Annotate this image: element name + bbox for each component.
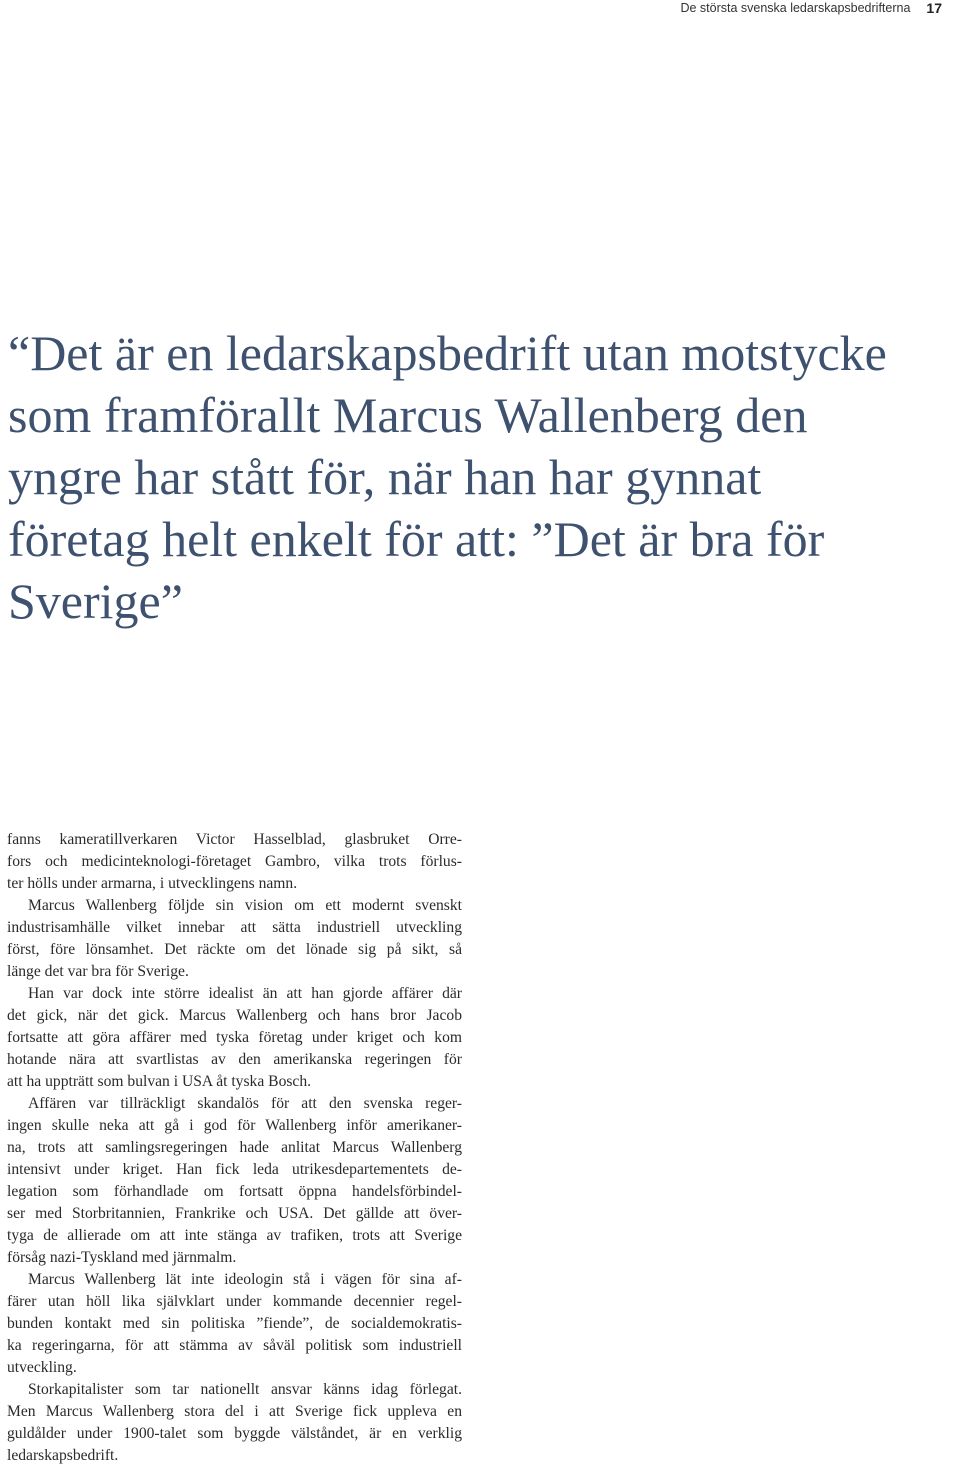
pull-quote-line: som framförallt Marcus Wallenberg den	[8, 387, 808, 443]
body-line: guldålder under 1900-talet som byggde välståndet, är en verklig	[7, 1425, 462, 1442]
body-line: det gick, när det gick. Marcus Wallenberg och hans bror Jacob	[7, 1007, 462, 1024]
body-line: Storkapitalister som tar nationellt ansvar känns idag förlegat.	[28, 1381, 462, 1398]
body-line: tyga de allierade om att inte stänga av trafiken, trots att Sverige	[7, 1227, 462, 1244]
body-line: Han var dock inte större idealist än att han gjorde affärer där	[28, 985, 462, 1002]
running-header	[680, 0, 942, 16]
pull-quote-line: Sverige”	[8, 573, 183, 629]
body-line: ledarskapsbedrift.	[7, 1447, 119, 1464]
body-line: utveckling.	[7, 1359, 77, 1376]
body-line: Affären var tillräckligt skandalös för att den svenska reger-	[28, 1095, 462, 1112]
body-line: Men Marcus Wallenberg stora del i att Sverige fick uppleva en	[7, 1403, 462, 1420]
pull-quote-line: företag helt enkelt för att: ”Det är bra för	[8, 511, 825, 567]
body-line: legation som förhandlade om fortsatt öppna handelsförbindel-	[7, 1183, 462, 1200]
body-line: försåg nazi-Tyskland med järnmalm.	[7, 1249, 237, 1266]
body-line: industrisamhälle vilket innebar att sätta industriell utveckling	[7, 919, 462, 936]
body-line: att ha uppträtt som bulvan i USA åt tyska Bosch.	[7, 1073, 312, 1090]
pull-quote-line: “Det är en ledarskapsbedrift utan motstycke	[8, 325, 887, 381]
body-line: ka regeringarna, för att stämma av såväl politisk som industriell	[7, 1337, 462, 1354]
body-line: fors och medicinteknologi-företaget Gambro, vilka trots förlus-	[7, 853, 462, 870]
body-line: färer utan höll lika självklart under kommande decennier regel-	[7, 1293, 462, 1310]
body-line: ser med Storbritannien, Frankrike och USA. Det gällde att över-	[7, 1205, 462, 1222]
body-line: na, trots att samlingsregeringen hade anlitat Marcus Wallenberg	[7, 1139, 462, 1156]
body-line: först, före lönsamhet. Det räckte om det lönade sig på sikt, så	[7, 941, 462, 958]
body-line: bunden kontakt med sin politiska ”fiende”, de socialdemokratis-	[7, 1315, 462, 1332]
pull-quote-line: yngre har stått för, när han har gynnat	[8, 449, 762, 505]
body-line: ingen skulle neka att gå i god för Wallenberg inför amerikaner-	[7, 1117, 462, 1134]
body-line: intensivt under kriget. Han fick leda utrikesdepartementets de-	[7, 1161, 462, 1178]
body-line: länge det var bra för Sverige.	[7, 963, 189, 980]
page-number: 17	[926, 0, 942, 16]
pull-quote	[8, 322, 960, 632]
body-line: Marcus Wallenberg lät inte ideologin stå i vägen för sina af-	[28, 1271, 462, 1288]
body-line: hotande nära att svartlistas av den amerikanska regeringen för	[7, 1051, 462, 1068]
body-line: fortsatte att göra affärer med tyska företag under kriget och kom	[7, 1029, 462, 1046]
body-line: fanns kameratillverkaren Victor Hasselblad, glasbruket Orre-	[7, 831, 462, 848]
body-text	[7, 829, 462, 1467]
body-line: ter hölls under armarna, i utvecklingens namn.	[7, 875, 298, 892]
body-line: Marcus Wallenberg följde sin vision om ett modernt svenskt	[28, 897, 462, 914]
running-title: De största svenska ledarskapsbedrifterna	[680, 1, 911, 15]
